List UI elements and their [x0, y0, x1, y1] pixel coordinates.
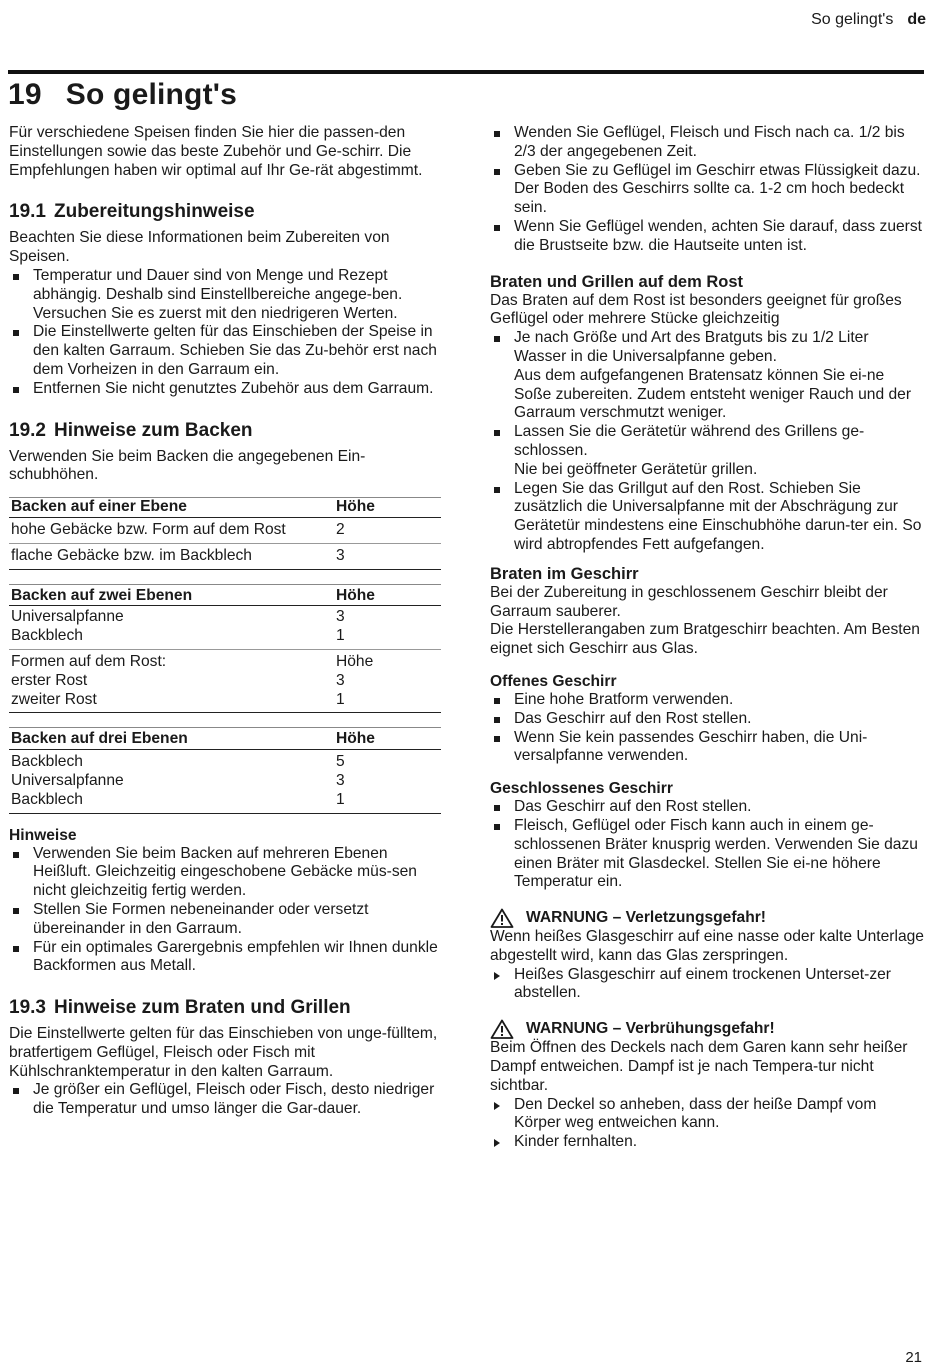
table-header-cell: Höhe — [336, 586, 375, 604]
table-row — [9, 606, 441, 650]
warning-text: Wenn heißes Glasgeschirr auf eine nasse oder kalte Unterlage abgestellt wird, kann das Glas zerspringen. — [490, 928, 924, 964]
table-cell: Backblech — [11, 790, 83, 808]
table-header-cell: Höhe — [336, 730, 375, 748]
table-header — [9, 498, 441, 518]
table-header-cell: Höhe — [336, 498, 375, 516]
table-cell: 1 — [336, 790, 345, 808]
s1-lead: Beachten Sie diese Informationen beim Zubereiten von Speisen. — [9, 229, 390, 266]
section-19-2-heading — [9, 419, 439, 443]
table-cell: 3 — [336, 546, 345, 564]
list-item-text: Lassen Sie die Gerätetür während des Grillens ge-schlossen. — [514, 423, 865, 459]
section-number: 19.2 — [9, 419, 46, 441]
section-title: Zubereitungshinweise — [53, 201, 255, 223]
list-item: Für ein optimales Garergebnis empfehlen wir Ihnen dunkle Backformen aus Metall. — [9, 939, 439, 977]
list-item: Kinder fernhalten. — [490, 1133, 925, 1152]
section-number: 19.3 — [9, 997, 46, 1019]
warning-title: WARNUNG – Verletzungsgefahr! — [526, 908, 767, 926]
header-rule — [8, 70, 924, 74]
list-item: Entfernen Sie nicht genutztes Zubehör aus dem Garraum. — [9, 380, 439, 399]
warning-heading — [490, 1019, 925, 1039]
warning-triangle-icon — [490, 908, 514, 928]
s3-bullets-right — [490, 124, 925, 256]
warning-steps — [490, 966, 925, 1004]
list-item — [490, 423, 925, 479]
chapter-title-text: So gelingt's — [65, 78, 237, 111]
rost-lead: Das Braten auf dem Rost ist besonders geeignet für großes Geflügel oder mehrere Stücke gleichzeitig — [490, 291, 902, 328]
table-header-cell: Backen auf zwei Ebenen — [11, 586, 193, 604]
table-header-cell: Backen auf drei Ebenen — [11, 730, 188, 748]
section-19-1-heading — [9, 200, 439, 224]
table-cell: flache Gebäcke bzw. im Backblech — [11, 546, 252, 564]
notes-bullets — [9, 845, 439, 977]
table-cell: 3 — [336, 608, 345, 626]
table-gap — [9, 713, 441, 728]
list-item: Legen Sie das Grillgut auf den Rost. Schieben Sie zusätzlich die Universalpfanne mit der Abschrägung zur Gerätetür mindestens eine Einschubhöhe darun-ter ein. So wird abtropfendes Fett aufgefangen. — [490, 480, 925, 555]
s3-lead: Die Einstellwerte gelten für das Einschieben von unge-fülltem, bratfertigem Geflügel, Fleisch oder Fisch mit Kühlschranktemperatur in den kalten Garraum. — [9, 1025, 438, 1080]
warning-heading — [490, 908, 925, 928]
table-header — [9, 585, 441, 607]
table-cell: Universalpfanne — [11, 771, 124, 789]
table-cell: 2 — [336, 520, 345, 538]
section-19-3-heading — [9, 996, 439, 1020]
table-cell: erster Rost — [11, 671, 88, 689]
table-row — [9, 650, 441, 713]
section-number: 19.1 — [9, 201, 46, 223]
right-column — [490, 124, 925, 1152]
notes-heading: Hinweise — [9, 826, 77, 844]
list-item: Stellen Sie Formen nebeneinander oder versetzt übereinander in den Garraum. — [9, 901, 439, 939]
list-item: Geben Sie zu Geflügel im Geschirr etwas Flüssigkeit dazu. Der Boden des Geschirrs sollte ca. 1-2 cm hoch bedeckt sein. — [490, 162, 925, 218]
list-item: Den Deckel so anheben, dass der heiße Dampf vom Körper weg entweichen kann. — [490, 1096, 925, 1134]
table-cell: zweiter Rost — [11, 690, 97, 708]
s2-lead: Verwenden Sie beim Backen die angegebenen Ein-schubhöhen. — [9, 447, 366, 484]
list-item — [490, 329, 925, 423]
header-section: So gelingt's — [811, 11, 894, 28]
list-item-continuation: Nie bei geöffneter Gerätetür grillen. — [514, 460, 758, 478]
list-item: Fleisch, Geflügel oder Fisch kann auch in einem ge-schlossenen Bräter knusprig werden. Verwenden Sie dazu einen Bräter mit Glasdeckel. Stellen Sie ei-ne höhere Temperatur ein. — [490, 817, 925, 892]
list-item: Verwenden Sie beim Backen auf mehreren Ebenen Heißluft. Gleichzeitig eingeschobene Gebäcke müs-sen nicht gleichzeitig fertig werden. — [9, 845, 439, 901]
table-row — [9, 750, 441, 813]
table-cell: 1 — [336, 627, 345, 645]
table-cell: Höhe — [336, 652, 374, 670]
rost-heading: Braten und Grillen auf dem Rost — [490, 272, 744, 291]
rost-bullets — [490, 329, 925, 555]
table-header — [9, 728, 441, 750]
table-cell: 1 — [336, 690, 345, 708]
running-header — [811, 11, 926, 29]
geschirr-p2: Die Herstellerangaben zum Bratgeschirr beachten. Am Besten eignet sich Geschirr aus Glas. — [490, 621, 920, 658]
geschlossen-bullets — [490, 798, 925, 892]
list-item: Eine hohe Bratform verwenden. — [490, 691, 925, 710]
intro-text: Für verschiedene Speisen finden Sie hier die passen-den Einstellungen sowie das beste Zubehör und Ge-schirr. Die Empfehlungen haben wir optimal auf Ihr Ge-rät abgestimmt. — [9, 124, 423, 179]
list-item-text: Je nach Größe und Art des Bratguts bis zu 1/2 Liter Wasser in die Universalpfanne geben. — [514, 329, 869, 365]
list-item: Wenn Sie kein passendes Geschirr haben, die Uni-versalpfanne verwenden. — [490, 729, 925, 767]
geschirr-p1: Bei der Zubereitung in geschlossenem Geschirr bleibt der Garraum sauberer. — [490, 583, 888, 620]
list-item: Wenn Sie Geflügel wenden, achten Sie darauf, dass zuerst die Brustseite bzw. die Hautseite unten ist. — [490, 218, 925, 256]
table-cell: 3 — [336, 771, 345, 789]
geschirr-heading: Braten im Geschirr — [490, 564, 639, 583]
table-cell: Backblech — [11, 753, 83, 771]
table-row — [9, 518, 441, 544]
list-item: Das Geschirr auf den Rost stellen. — [490, 710, 925, 729]
header-lang: de — [907, 11, 926, 28]
list-item: Wenden Sie Geflügel, Fleisch und Fisch nach ca. 1/2 bis 2/3 der angegebenen Zeit. — [490, 124, 925, 162]
table-cell: Formen auf dem Rost: — [11, 652, 167, 670]
s1-bullets — [9, 267, 439, 399]
table-gap — [9, 570, 441, 585]
offen-heading: Offenes Geschirr — [490, 672, 617, 690]
list-item: Heißes Glasgeschirr auf einem trockenen Unterset-zer abstellen. — [490, 966, 925, 1004]
offen-bullets — [490, 691, 925, 766]
table-cell: Universalpfanne — [11, 608, 124, 626]
table-row — [9, 544, 441, 570]
list-item-continuation: Aus dem aufgefangenen Bratensatz können Sie ei-ne Soße zubereiten. Zudem entsteht weniger Rauch und der Garraum verschmutzt weniger. — [514, 366, 912, 422]
table-cell: 3 — [336, 671, 345, 689]
table-cell: 5 — [336, 753, 345, 771]
warning-steps — [490, 1096, 925, 1152]
table-header-cell: Backen auf einer Ebene — [11, 498, 187, 516]
chapter-title — [8, 78, 237, 112]
section-title: Hinweise zum Backen — [53, 419, 253, 441]
page-number: 21 — [905, 1349, 922, 1366]
geschlossen-heading: Geschlossenes Geschirr — [490, 780, 673, 798]
table-cell: hohe Gebäcke bzw. Form auf dem Rost — [11, 520, 286, 538]
list-item: Je größer ein Geflügel, Fleisch oder Fisch, desto niedriger die Temperatur und umso länger die Gar-dauer. — [9, 1081, 439, 1119]
list-item: Das Geschirr auf den Rost stellen. — [490, 798, 925, 817]
warning-triangle-icon — [490, 1019, 514, 1039]
warning-text: Beim Öffnen des Deckels nach dem Garen kann sehr heißer Dampf entweichen. Dampf ist je nach Tempera-tur nicht sichtbar. — [490, 1039, 908, 1094]
list-item: Temperatur und Dauer sind von Menge und Rezept abhängig. Deshalb sind Einstellbereiche angege-ben. Versuchen Sie es zuerst mit den niedrigeren Werten. — [9, 267, 439, 323]
left-column — [9, 124, 439, 1119]
chapter-number: 19 — [8, 78, 42, 111]
s3-bullets-left — [9, 1081, 439, 1119]
table-cell: Backblech — [11, 627, 83, 645]
warning-title: WARNUNG – Verbrühungsgefahr! — [526, 1019, 775, 1037]
table-one-level — [9, 497, 441, 813]
section-title: Hinweise zum Braten und Grillen — [53, 997, 351, 1019]
list-item: Die Einstellwerte gelten für das Einschieben der Speise in den kalten Garraum. Schieben Sie das Zu-behör erst nach dem Vorheizen in den Garraum ein. — [9, 323, 439, 379]
